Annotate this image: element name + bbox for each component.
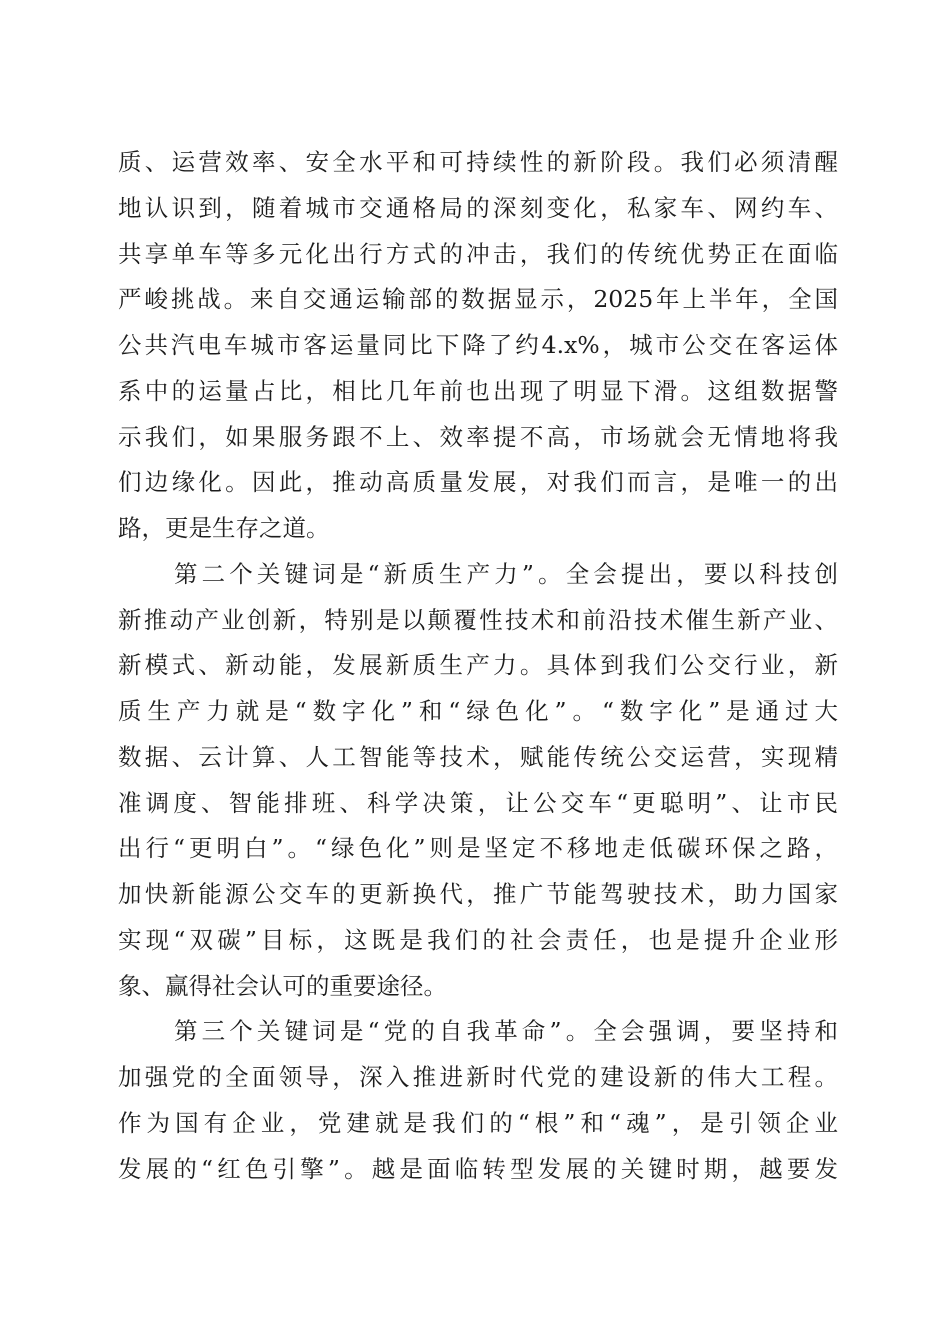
text-line: 准调度、智能排班、科学决策，让公交车“更聪明”、让市民 (118, 788, 838, 817)
text-line: 严峻挑战。来自交通运输部的数据显示，2025年上半年，全国 (118, 285, 838, 314)
text-line: 第二个关键词是“新质生产力”。全会提出，要以科技创 (174, 559, 838, 588)
text-line: 新推动产业创新，特别是以颠覆性技术和前沿技术催生新产业、 (118, 605, 838, 634)
text-line: 出行“更明白”。“绿色化”则是坚定不移地走低碳环保之路， (118, 834, 838, 863)
paragraph-1 (118, 140, 838, 552)
text-line: 质生产力就是“数字化”和“绿色化”。“数字化”是通过大 (118, 697, 838, 725)
text-line: 共享单车等多元化出行方式的冲击，我们的传统优势正在面临 (118, 239, 838, 268)
text-line: 数据、云计算、人工智能等技术，赋能传统公交运营，实现精 (118, 742, 838, 771)
text-line: 实现“双碳”目标，这既是我们的社会责任，也是提升企业形 (118, 925, 838, 954)
text-line: 新模式、新动能，发展新质生产力。具体到我们公交行业，新 (118, 651, 838, 680)
paragraph-2 (118, 552, 838, 1010)
text-line: 作为国有企业，党建就是我们的“根”和“魂”，是引领企业 (118, 1108, 838, 1137)
text-line: 发展的“红色引擎”。越是面临转型发展的关键时期，越要发 (118, 1154, 838, 1183)
text-line: 质、运营效率、安全水平和可持续性的新阶段。我们必须清醒 (118, 148, 838, 176)
text-line: 第三个关键词是“党的自我革命”。全会强调，要坚持和 (174, 1017, 838, 1046)
paragraph-3 (118, 1009, 838, 1192)
text-line: 加快新能源公交车的更新换代，推广节能驾驶技术，助力国家 (118, 880, 838, 908)
text-line: 象、赢得社会认可的重要途径。 (118, 971, 447, 1000)
text-line: 路，更是生存之道。 (118, 514, 330, 542)
text-line: 示我们，如果服务跟不上、效率提不高，市场就会无情地将我 (118, 422, 838, 451)
text-line: 地认识到，随着城市交通格局的深刻变化，私家车、网约车、 (118, 193, 838, 222)
text-line: 系中的运量占比，相比几年前也出现了明显下滑。这组数据警 (118, 376, 838, 405)
body-text (118, 140, 838, 1192)
text-line: 们边缘化。因此，推动高质量发展，对我们而言，是唯一的出 (118, 468, 838, 497)
text-line: 公共汽电车城市客运量同比下降了约4.x%，城市公交在客运体 (118, 331, 838, 359)
text-line: 加强党的全面领导，深入推进新时代党的建设新的伟大工程。 (118, 1063, 838, 1091)
